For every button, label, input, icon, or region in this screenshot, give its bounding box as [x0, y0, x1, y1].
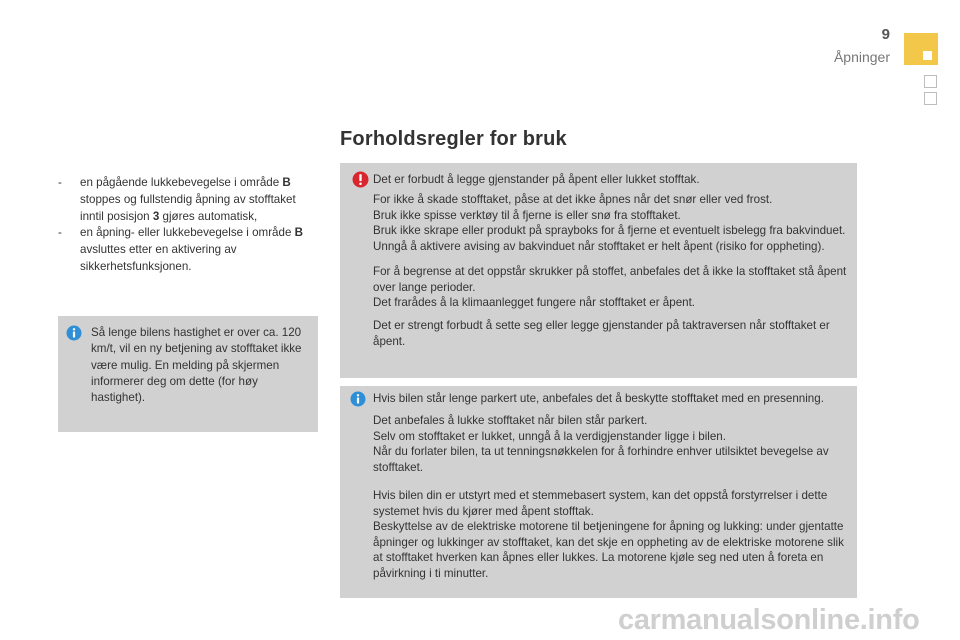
warning-text-2: For ikke å skade stofftaket, påse at det ikke åpnes når det snør eller ved frost. Bruk ikke spisse verktøy til å fjerne is eller snø fra stofftaket. Bruk ikke skrape eller produkt på sprayboks for å fjerne et eventuelt isbelegg fra bakvinduet. Unngå å aktivere avising av bakvinduet når stofftaket er helt åpent (risiko for oppheting).	[373, 193, 846, 253]
bullet-text-part: avsluttes etter en aktivering av sikkerhetsfunksjonen.	[80, 243, 237, 273]
info-text-3: Hvis bilen din er utstyrt med et stemmebasert system, kan det oppstå forstyrrelser i dette systemet hvis du kjører med åpent stofftak. Beskyttelse av de elektriske motorene til betjeningene for åpning og lukking: under gjentatte åpninger og lukkinger av stofftaket, kan det skje en oppheting av de elektriske motorene slik at stofftaket hverken kan åpnes eller lukkes. La motorene kjøle seg ned uten å foreta en påvirkning i ti minutter.	[373, 489, 844, 580]
warning-text-3: For å begrense at det oppstår skrukker på stoffet, anbefales det å ikke la stofftaket stå åpent over lange perioder. Det frarådes å la klimaanlegget fungere når stofftaket er åpent.	[373, 265, 847, 310]
bullet-text-part: gjøres automatisk,	[159, 209, 258, 223]
info-text-2: Det anbefales å lukke stofftaket når bilen står parkert. Selv om stofftaket er lukket, unngå å la verdigjenstander ligge i bilen. Når du forlater bilen, ta ut tenningsnøkkelen for å forhindre enhver utilsiktet bevegelse av stofftaket.	[373, 414, 829, 474]
bullet-dash: -	[58, 176, 62, 189]
info-icon	[350, 391, 366, 407]
bullet-text	[80, 225, 318, 275]
page-title: Forholdsregler for bruk	[340, 128, 567, 150]
bullet-text-part: en pågående lukkebevegelse i område	[80, 176, 283, 189]
section-square-2	[924, 92, 937, 105]
zone-label: B	[282, 176, 291, 189]
watermark: carmanualsonline.info	[618, 604, 920, 636]
warning-box	[340, 163, 857, 378]
page-number: 9	[881, 26, 890, 43]
list-item	[58, 175, 318, 225]
bullet-text	[80, 175, 318, 225]
position-label: 3	[152, 209, 160, 223]
warning-icon	[352, 171, 369, 188]
info-icon	[66, 325, 82, 341]
tab-marker	[923, 51, 932, 60]
info-text-1: Hvis bilen står lenge parkert ute, anbefales det å beskytte stofftaket med en presenning.	[373, 392, 824, 405]
info-note-box	[58, 316, 318, 432]
bullet-list	[58, 175, 318, 276]
bullet-text-part: stoppes og fullstendig åpning av stofftaket inntil posisjon	[80, 192, 296, 223]
warning-text-4: Det er strengt forbudt å sette seg eller legge gjenstander på taktraversen når stofftaket er åpent.	[373, 319, 830, 348]
section-square-1	[924, 75, 937, 88]
section-tab	[904, 33, 938, 65]
info-note-text: Så lenge bilens hastighet er over ca. 120 km/t, vil en ny betjening av stofftaket ikke være mulig. En melding på skjermen informerer deg om dette (for høy hastighet).	[91, 326, 302, 405]
list-item	[58, 225, 318, 275]
warning-text-1: Det er forbudt å legge gjenstander på åpent eller lukket stofftak.	[373, 173, 700, 186]
zone-label: B	[294, 226, 303, 240]
bullet-dash: -	[58, 226, 62, 240]
bullet-text-part: en åpning- eller lukkebevegelse i område	[80, 226, 295, 240]
section-title: Åpninger	[833, 49, 890, 65]
info-box	[340, 386, 857, 598]
